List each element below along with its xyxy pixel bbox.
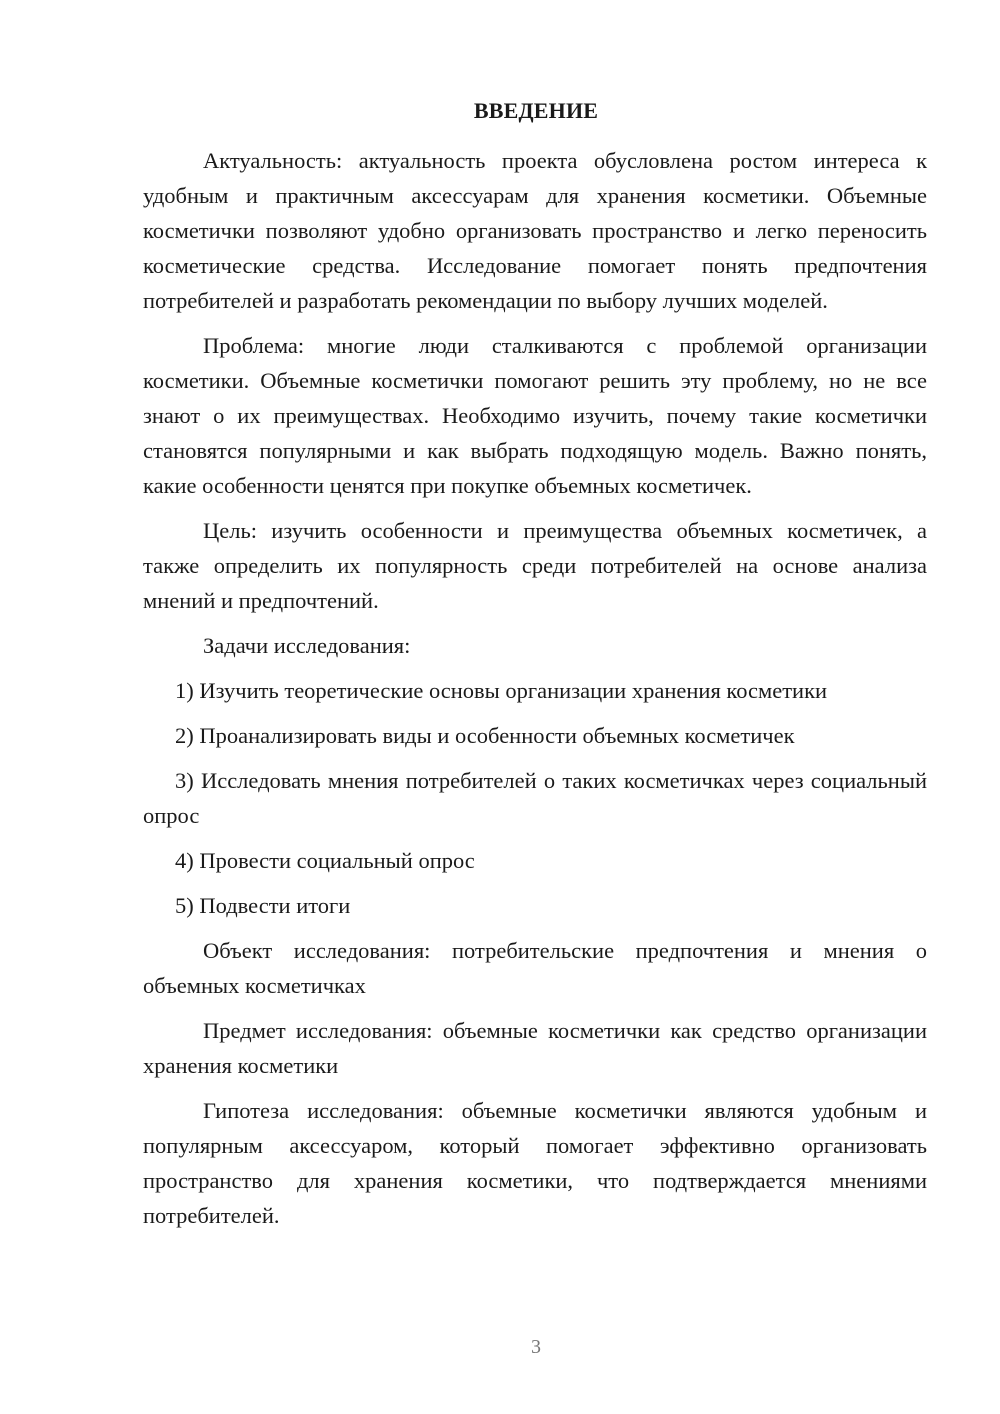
document-body bbox=[143, 143, 927, 1233]
paragraph-tasks-heading: Задачи исследования: bbox=[203, 633, 411, 658]
paragraph-relevance: Актуальность: актуальность проекта обусловлена ростом интереса к удобным и практичным аксессуарам для хранения косметики. Объемные косметички позволяют удобно организовать пространство и легко переносить косметические средства. Исследование помогает понять предпочтения потребителей и разработать рекомендации по выбору лучших моделей. bbox=[143, 148, 927, 313]
task-item-4: 4) Провести социальный опрос bbox=[175, 848, 475, 873]
task-item-1: 1) Изучить теоретические основы организации хранения косметики bbox=[175, 678, 828, 703]
paragraph-object: Объект исследования: потребительские предпочтения и мнения о объемных косметичках bbox=[143, 938, 927, 998]
task-item-5: 5) Подвести итоги bbox=[175, 893, 351, 918]
paragraph-subject: Предмет исследования: объемные косметички как средство организации хранения косметики bbox=[143, 1018, 927, 1078]
task-item-2: 2) Проанализировать виды и особенности объемных косметичек bbox=[175, 723, 795, 748]
paragraph-hypothesis: Гипотеза исследования: объемные косметички являются удобным и популярным аксессуаром, который помогает эффективно организовать пространство для хранения косметики, что подтверждается мнениями потребителей. bbox=[143, 1098, 927, 1228]
page-title: ВВЕДЕНИЕ bbox=[473, 98, 599, 123]
paragraph-problem: Проблема: многие люди сталкиваются с проблемой организации косметики. Объемные косметички помогают решить эту проблему, но не все знают о их преимуществах. Необходимо изучить, почему такие косметички становятся популярными и как выбрать подходящую модель. Важно понять, какие особенности ценятся при покупке объемных косметичек. bbox=[143, 333, 927, 498]
paragraph-goal: Цель: изучить особенности и преимущества объемных косметичек, а также определить их популярность среди потребителей на основе анализа мнений и предпочтений. bbox=[143, 518, 927, 613]
task-item-3: 3) Исследовать мнения потребителей о таких косметичках через социальный опрос bbox=[143, 768, 927, 828]
page-number: 3 bbox=[531, 1336, 541, 1358]
